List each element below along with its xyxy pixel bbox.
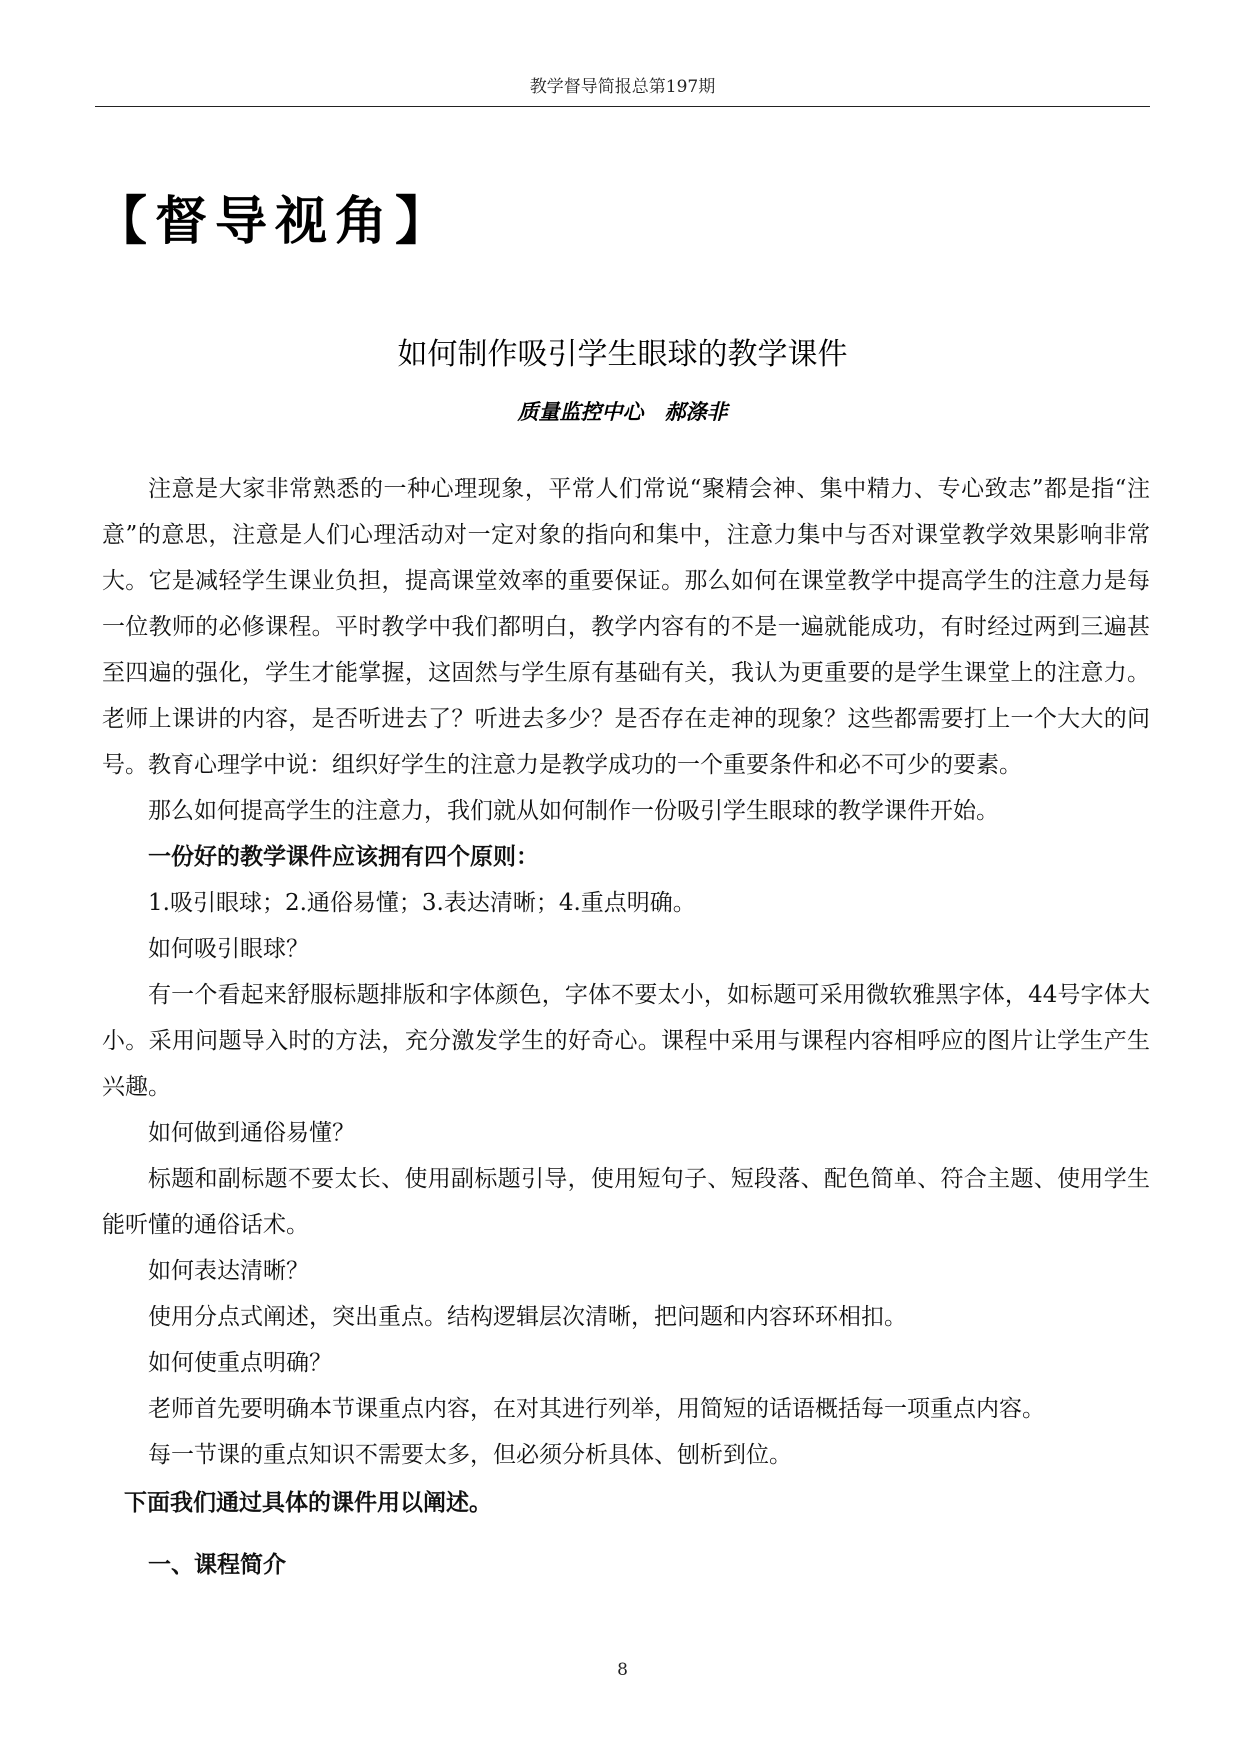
paragraph-understandable: 标题和副标题不要太长、使用副标题引导，使用短句子、短段落、配色简单、符合主题、使用学生能听懂的通俗话术。	[102, 1166, 1150, 1238]
paragraph-transition: 那么如何提高学生的注意力，我们就从如何制作一份吸引学生眼球的教学课件开始。	[148, 798, 999, 824]
article-byline: 质量监控中心 郝涤非	[517, 399, 728, 424]
principles-list: 1.吸引眼球；2.通俗易懂；3.表达清晰；4.重点明确。	[148, 890, 696, 916]
sub-heading-course-intro: 一、课程简介	[148, 1551, 286, 1578]
paragraph-key-points-2: 每一节课的重点知识不需要太多，但必须分析具体、刨析到位。	[148, 1442, 792, 1468]
page-number: 8	[617, 1660, 628, 1680]
article-title: 如何制作吸引学生眼球的教学课件	[397, 337, 848, 372]
running-header: 教学督导简报总第197期	[529, 77, 716, 97]
question-key-points: 如何使重点明确？	[148, 1350, 332, 1376]
paragraph-lead-in: 下面我们通过具体的课件用以阐述。	[124, 1489, 492, 1516]
section-heading: 【督导视角】	[95, 192, 456, 252]
header-divider	[95, 106, 1150, 107]
paragraph-clear: 使用分点式阐述，突出重点。结构逻辑层次清晰，把问题和内容环环相扣。	[148, 1304, 907, 1330]
question-clear: 如何表达清晰？	[148, 1258, 309, 1284]
question-understandable: 如何做到通俗易懂？	[148, 1120, 355, 1146]
paragraph-attract: 有一个看起来舒服标题排版和字体颜色，字体不要太小，如标题可采用微软雅黑字体，44号字体大小。采用问题导入时的方法，充分激发学生的好奇心。课程中采用与课程内容相呼应的图片让学生产生兴趣。	[102, 982, 1150, 1100]
paragraph-key-points-1: 老师首先要明确本节课重点内容，在对其进行列举，用简短的话语概括每一项重点内容。	[148, 1396, 1045, 1422]
question-attract: 如何吸引眼球？	[148, 936, 309, 962]
paragraph-intro: 注意是大家非常熟悉的一种心理现象，平常人们常说“聚精会神、集中精力、专心致志”都是指“注意”的意思，注意是人们心理活动对一定对象的指向和集中，注意力集中与否对课堂教学效果影响非常大。它是减轻学生课业负担，提高课堂效率的重要保证。那么如何在课堂教学中提高学生的注意力是每一位教师的必修课程。平时教学中我们都明白，教学内容有的不是一遍就能成功，有时经过两到三遍甚至四遍的强化，学生才能掌握，这固然与学生原有基础有关，我认为更重要的是学生课堂上的注意力。老师上课讲的内容，是否听进去了？听进去多少？是否存在走神的现象？这些都需要打上一个大大的问号。教育心理学中说：组织好学生的注意力是教学成功的一个重要条件和必不可少的要素。	[102, 476, 1150, 778]
article-body	[102, 466, 1150, 1588]
principles-heading: 一份好的教学课件应该拥有四个原则：	[148, 843, 539, 870]
